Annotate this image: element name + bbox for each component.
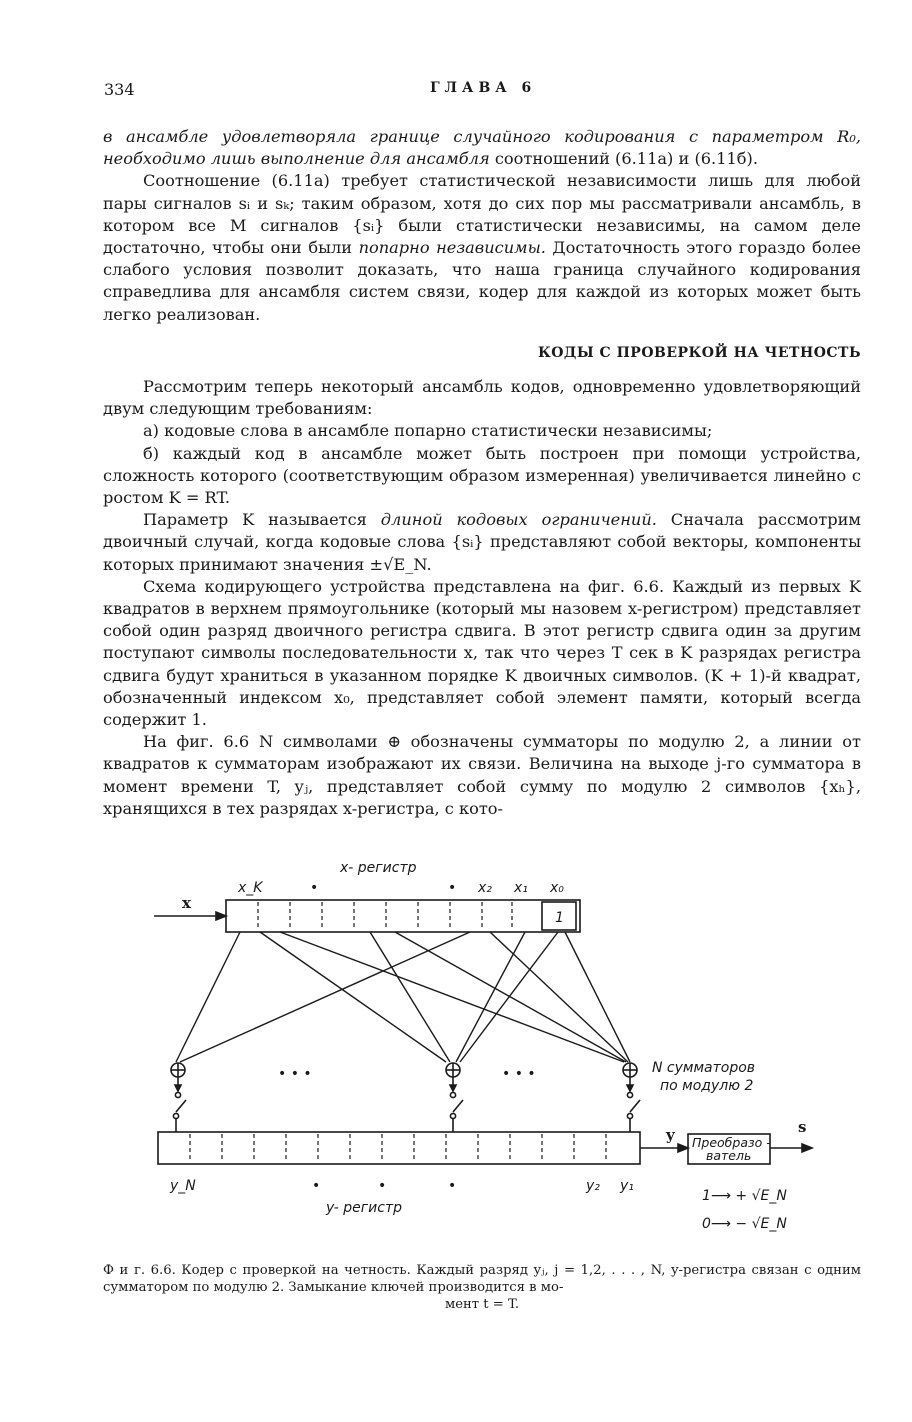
intro-paragraph [103,126,861,326]
adder-circle-1 [623,1063,637,1077]
figure-caption [103,1262,861,1313]
paragraph-1 [103,170,861,325]
y-cell-label-dot-3: • [448,1178,457,1194]
input-arrow [154,912,226,920]
caption-line-2: мент t = T. [444,1297,520,1312]
switch-1 [627,1077,640,1132]
adders-label-line-1: N сумматоров [652,1060,756,1076]
paragraph-3 [103,509,861,576]
figure-encoder-diagram [140,850,820,1240]
x-cell-label-dot-2: • [448,880,457,896]
paragraph-3-italic: длиной кодовых ограничений. [380,510,657,530]
x-cell-label-xk: x_K [238,880,263,896]
paragraph-3-text-a: Параметр K называется [143,510,381,530]
adders-label-line-2: по модулю 2 [660,1078,754,1094]
main-text [103,376,861,820]
y-cell-label-dot-2: • [378,1178,387,1194]
mapping-one: 1⟶ + √E_N [702,1188,787,1204]
y-cell-label-y1: y₁ [620,1178,634,1194]
s-output-label: s [798,1118,807,1136]
paragraph-5: На фиг. 6.6 N символами ⊕ обозначены сумматоры по модулю 2, а линии от квадратов к сумматорам изображают их связи. Величина на выходе j-го сумматора в момент времени T, yⱼ, представляет собой сумму по модулю 2 символов {xₕ}, хранящихся в тех разрядах x-регистра, с кото- [103,732,861,818]
s-output-arrow [770,1144,812,1152]
adder-connections [176,932,630,1062]
caption-line-1: Ф и г. 6.6. Кодер с проверкой на четность. Каждый разряд yⱼ, j = 1,2, . . . , N, y-регистра связан с одним сумматором по модулю 2. Замыкание ключей производится в мо- [103,1263,861,1295]
x-register-box [226,900,580,932]
mapping-zero: 0⟶ − √E_N [702,1216,787,1232]
adders-dots-left: • • • [278,1066,312,1082]
x-register-label: x- регистр [340,860,417,876]
y-register-label: y- регистр [326,1200,402,1216]
adders-dots-right: • • • [502,1066,536,1082]
intro-italic: в ансамбле удовлетворяла границе случайного кодирования с параметром R₀, необходимо лишь выполнение для ансамбля [103,127,861,169]
section-heading: КОДЫ С ПРОВЕРКОЙ НА ЧЕТНОСТЬ [537,345,861,361]
y-output-label: y [666,1126,675,1144]
y-cell-label-yn: y_N [170,1178,196,1194]
y-cell-label-dot-1: • [312,1178,321,1194]
paragraph-4: Схема кодирующего устройства представлена на фиг. 6.6. Каждый из первых K квадратов в верхнем прямоугольнике (который мы назовем x-регистром) представляет собой один разряд двоичного регистра сдвига. В этот регистр сдвига один за другим поступают символы последовательности x, так что через T сек в K разрядах регистра сдвига будут храниться в указанном порядке K двоичных символов. (K + 1)-й квадрат, обозначенный индексом x₀, представляет собой элемент памяти, который всегда содержит 1. [103,576,861,730]
list-item-b: б) каждый код в ансамбле может быть построен при помощи устройства, сложность которого (соответствующим образом измеренная) увеличивается линейно с ростом K = RT. [103,443,861,508]
switch-2 [450,1077,463,1132]
paragraph-1-text-a: Соотношение (6.11а) требует статистической независимости лишь для любой пары сигналов sᵢ и sₖ; таким образом, хотя до сих пор мы рассматривали ансамбль, в котором все M сигналов {sᵢ} были статистически независимы, на самом деле достаточно, чтобы они были [103,171,861,258]
intro-tail: соотношений (6.11а) и (6.11б). [489,149,759,169]
x-cell-label-x0: x₀ [550,880,564,896]
adder-circle-2 [446,1063,460,1077]
converter-label-line-1: Преобразо - [692,1135,771,1150]
switch-n [173,1077,186,1132]
x-cell-label-x2: x₂ [478,880,492,896]
converter-label-line-2: ватель [706,1148,752,1163]
y-output-arrow [640,1144,688,1152]
y-register-box [158,1132,640,1164]
paragraph-2: Рассмотрим теперь некоторый ансамбль кодов, одновременно удовлетворяющий двум следующим требованиям: [103,377,861,419]
paragraph-3-text-b: Сначала рассмотрим двоичный случай, когда кодовые слова {sᵢ} представляют собой векторы, компоненты которых принимают значения ±√E_N. [103,510,861,574]
x-cell-label-dot-1: • [310,880,319,896]
list-item-a: а) кодовые слова в ансамбле попарно статистически независимы; [143,421,713,441]
page-number: 334 [104,80,135,99]
paragraph-1-italic: попарно независимы. [358,238,546,258]
x0-memory-value: 1 [555,910,564,926]
adder-circle-n [171,1063,185,1077]
y-cell-label-y2: y₂ [586,1178,600,1194]
paragraph-1-text-b: Достаточность этого гораздо более слабого условия позволит доказать, что наша граница случайного кодирования справедлива для ансамбля систем связи, кодер для каждой из которых может быть легко реализован. [103,238,861,324]
x-cell-label-x1: x₁ [514,880,528,896]
input-label-x: x [182,894,191,912]
running-head: ГЛАВА 6 [430,80,537,96]
